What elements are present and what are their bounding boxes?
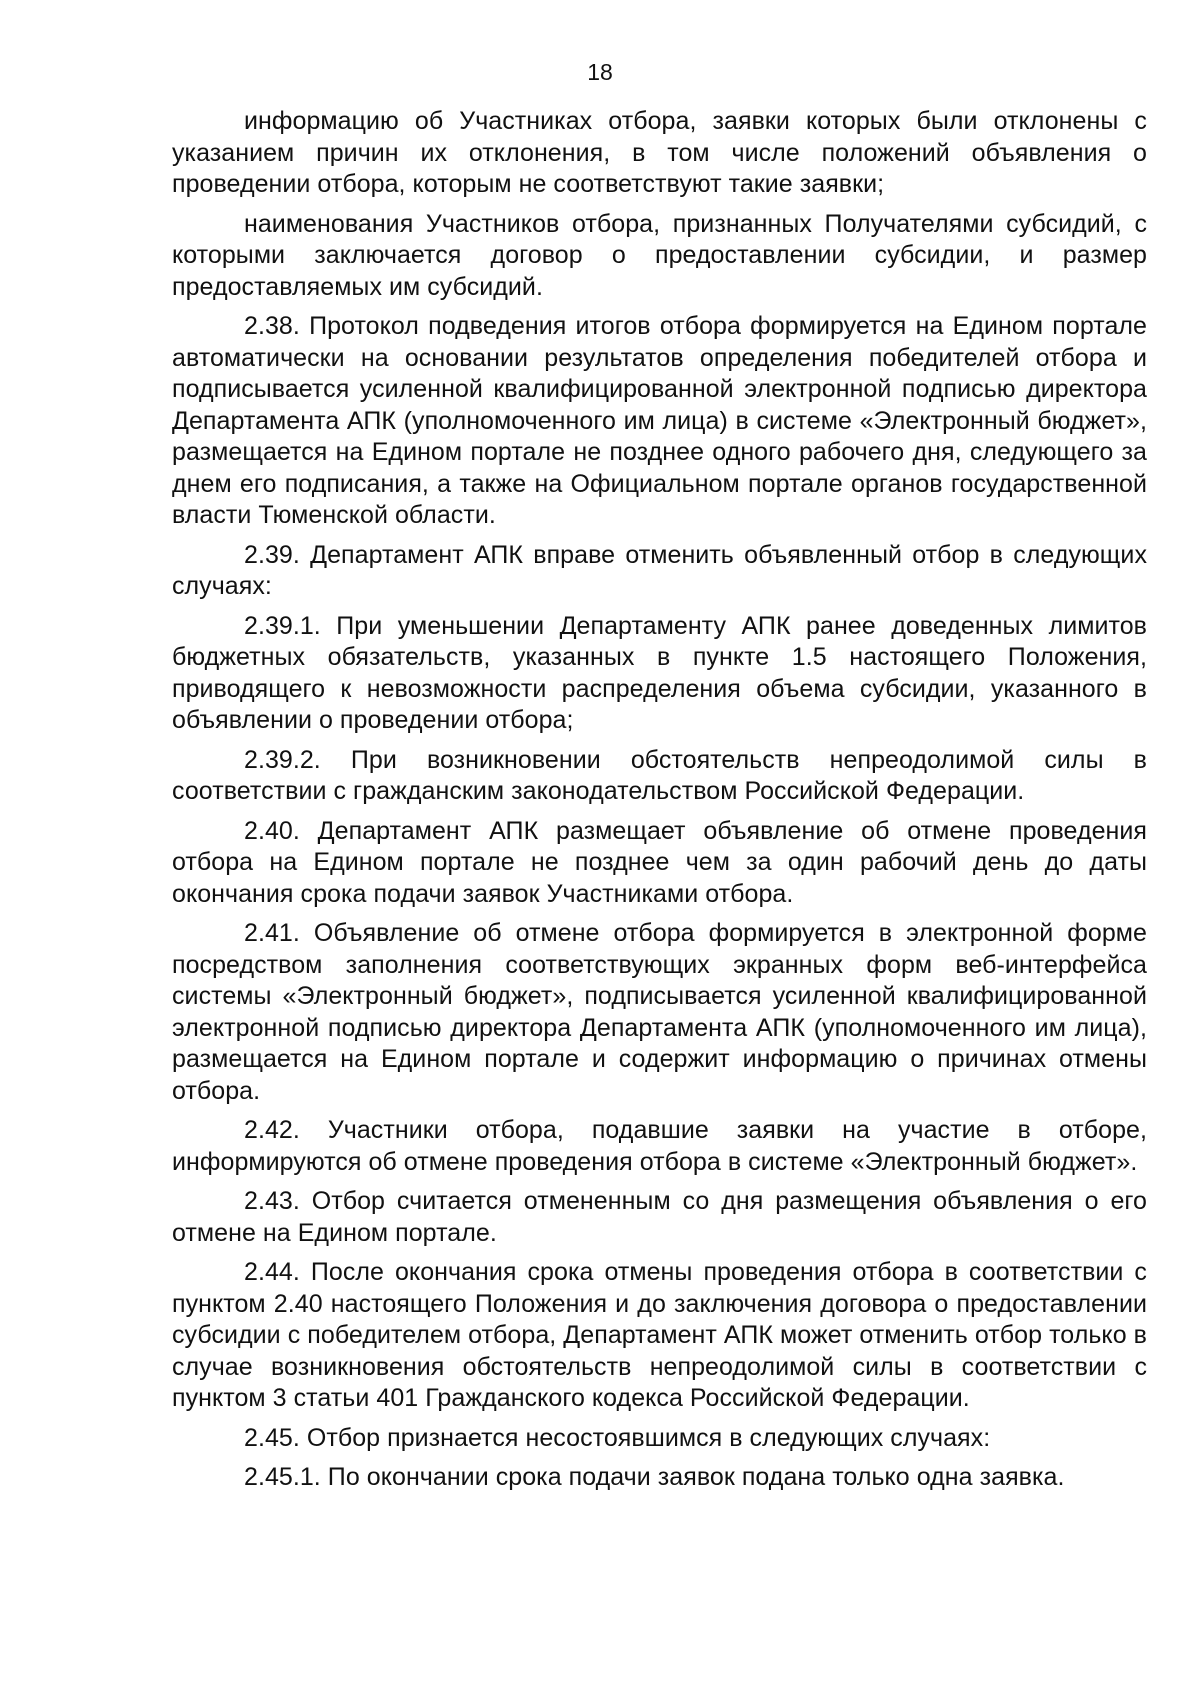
paragraph-2-39: 2.39. Департамент АПК вправе отменить объявленный отбор в следующих случаях: bbox=[172, 540, 1147, 600]
paragraph-2-45-1: 2.45.1. По окончании срока подачи заявок подана только одна заявка. bbox=[244, 1463, 1065, 1491]
paragraph-subsidy-recipients-names: наименования Участников отбора, признанных Получателями субсидий, с которыми заключается договор о предоставлении субсидии, и размер предоставляемых им субсидий. bbox=[172, 209, 1147, 301]
paragraph-2-38: 2.38. Протокол подведения итогов отбора формируется на Едином портале автоматически на основании результатов определения победителей отбора и подписывается усиленной квалифицированной электронной подписью директора Департамента АПК (уполномоченного им лица) в системе «Электронный бюджет», размещается на Едином портале не позднее одного рабочего дня, следующего за днем его подписания, а также на Официальном портале органов государственной власти Тюменской области. bbox=[172, 312, 1147, 529]
paragraph-2-42: 2.42. Участники отбора, подавшие заявки на участие в отборе, информируются об отмене проведения отбора в системе «Электронный бюджет». bbox=[172, 1116, 1147, 1176]
paragraph-2-43: 2.43. Отбор считается отмененным со дня размещения объявления о его отмене на Едином портале. bbox=[172, 1187, 1147, 1247]
paragraph-2-39-1: 2.39.1. При уменьшении Департаменту АПК ранее доведенных лимитов бюджетных обязательств, указанных в пункте 1.5 настоящего Положения, приводящего к невозможности распределения объема субсидии, указанного в объявлении о проведении отбора; bbox=[172, 611, 1147, 734]
paragraph-2-39-2: 2.39.2. При возникновении обстоятельств непреодолимой силы в соответствии с гражданским законодательством Российской Федерации. bbox=[172, 745, 1147, 805]
paragraph-2-40: 2.40. Департамент АПК размещает объявление об отмене проведения отбора на Едином портале не позднее чем за один рабочий день до даты окончания срока подачи заявок Участниками отбора. bbox=[172, 816, 1147, 908]
paragraph-2-45: 2.45. Отбор признается несостоявшимся в следующих случаях: bbox=[244, 1423, 991, 1452]
document-body bbox=[172, 106, 1147, 1502]
paragraph-rejected-participants-info: информацию об Участниках отбора, заявки которых были отклонены с указанием причин их отклонения, в том числе положений объявления о проведении отбора, которым не соответствуют такие заявки; bbox=[172, 107, 1147, 198]
page-number: 18 bbox=[587, 59, 613, 85]
paragraph-2-41: 2.41. Объявление об отмене отбора формируется в электронной форме посредством заполнения соответствующих экранных форм веб-интерфейса системы «Электронный бюджет», подписывается усиленной квалифицированной электронной подписью директора Департамента АПК (уполномоченного им лица), размещается на Едином портале и содержит информацию о причинах отмены отбора. bbox=[172, 919, 1147, 1105]
paragraph-2-44: 2.44. После окончания срока отмены проведения отбора в соответствии с пунктом 2.40 настоящего Положения и до заключения договора о предоставлении субсидии с победителем отбора, Департамент АПК может отменить отбор только в случае возникновения обстоятельств непреодолимой силы в соответствии с пунктом 3 статьи 401 Гражданского кодекса Российской Федерации. bbox=[172, 1258, 1147, 1412]
